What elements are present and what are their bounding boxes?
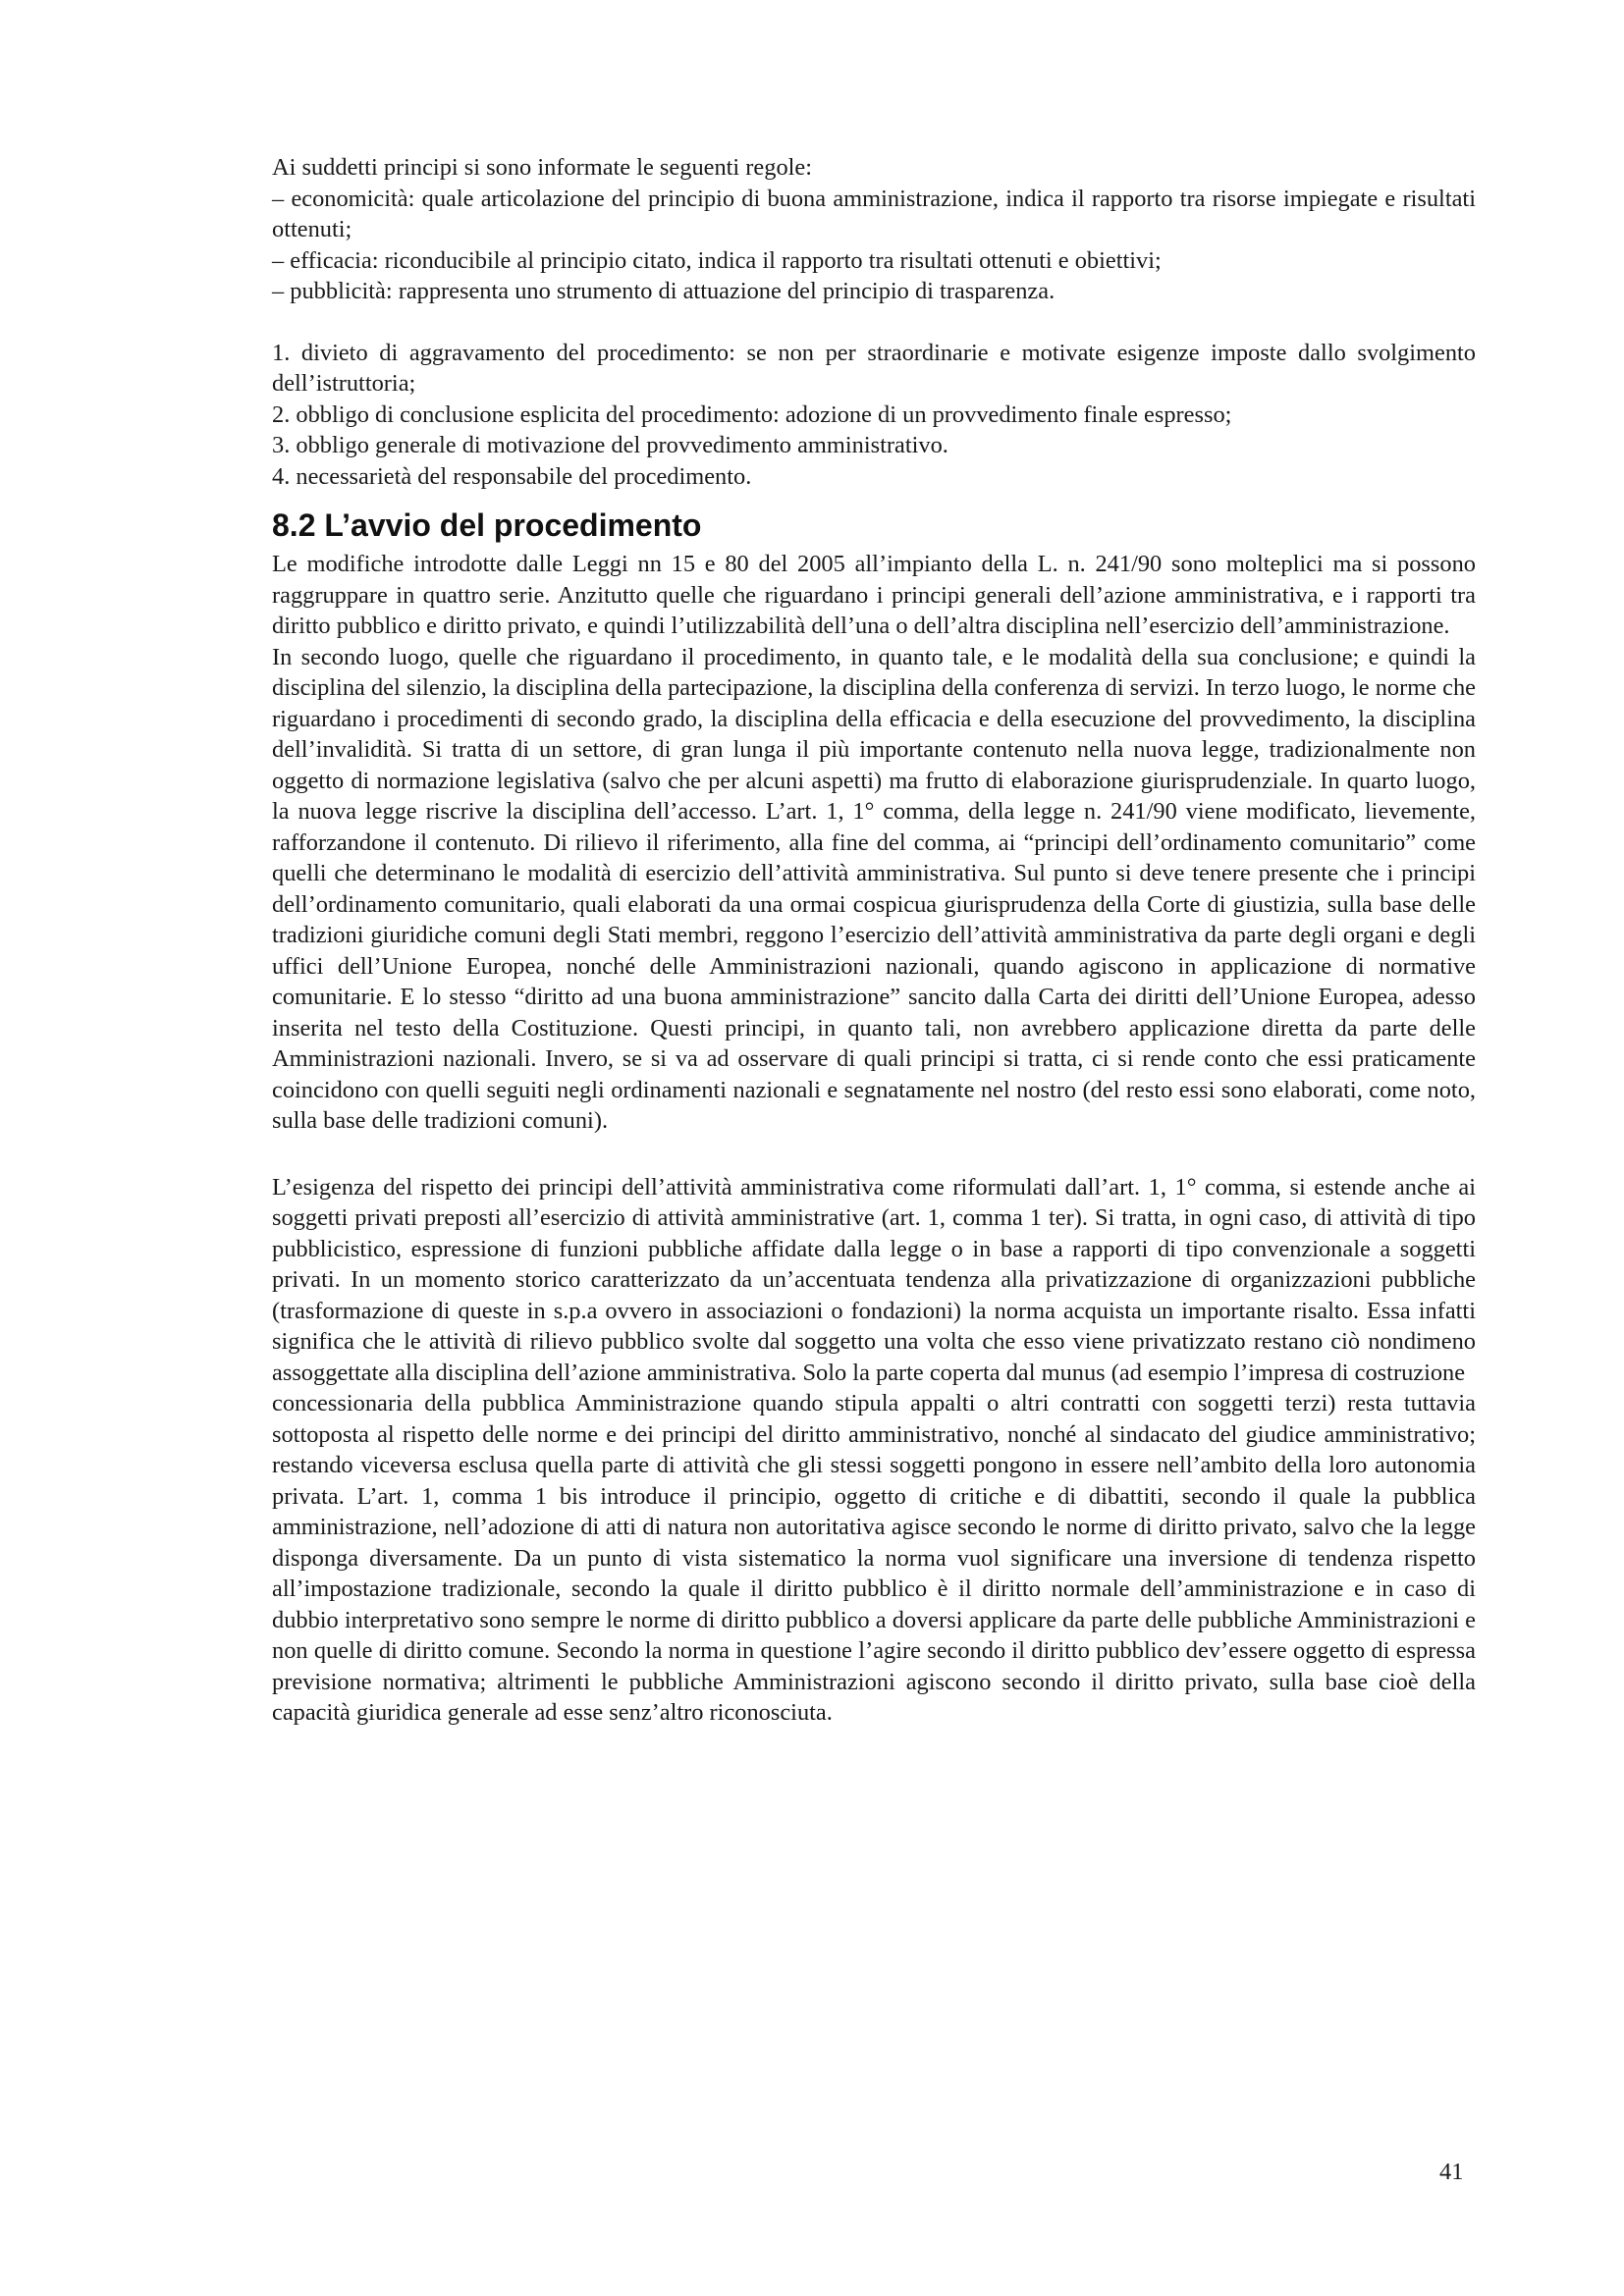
rules-intro: Ai suddetti principi si sono informate le seguenti regole: [272, 154, 813, 181]
spacer [272, 307, 1476, 338]
rule-item: – pubblicità: rappresenta uno strumento di attuazione del principio di trasparenza. [272, 278, 1056, 304]
numbered-item: 3. obbligo generale di motivazione del provvedimento amministrativo. [272, 432, 948, 458]
numbered-item: 2. obbligo di conclusione esplicita del procedimento: adozione di un provvedimento finale espresso; [272, 400, 1232, 428]
spacer [272, 1137, 1476, 1172]
numbered-item: 1. divieto di aggravamento del procedimento: se non per straordinarie e motivate esigenze imposte dallo svolgimento dell’istruttoria; [272, 339, 1476, 397]
body-paragraph: In secondo luogo, quelle che riguardano il procedimento, in quanto tale, e le modalità della sua conclusione; e quindi la disciplina del silenzio, la disciplina della partecipazione, la disciplina della conferenza di servizi. In terzo luogo, le norme che riguardano i procedimenti di secondo grado, la disciplina della efficacia e della esecuzione del provvedimento, la disciplina dell’invalidità. Si tratta di un settore, di gran lunga il più importante contenuto nella nuova legge, tradizionalmente non oggetto di normazione legislativa (salvo che per alcuni aspetti) ma frutto di elaborazione giurisprudenziale. In quarto luogo, la nuova legge riscrive la disciplina dell’accesso. L’art. 1, 1° comma, della legge n. 241/90 viene modificato, lievemente, rafforzandone il contenuto. Di rilievo il riferimento, alla fine del comma, ai “principi dell’ordinamento comunitario” come quelli che determinano le modalità di esercizio dell’attività amministrativa. Sul punto si deve tenere presente che i principi dell’ordinamento comunitario, quali elaborati da una ormai cospicua giurisprudenza della Corte di giustizia, sulla base delle tradizioni giuridiche comuni degli Stati membri, reggono l’esercizio dell’attività amministrativa da parte degli organi e degli uffici dell’Unione Europea, nonché delle Amministrazioni nazionali, quando agiscono in applicazione di normative comunitarie. E lo stesso “diritto ad una buona amministrazione” sancito dalla Carta dei diritti dell’Unione Europea, adesso inserita nel testo della Costituzione. Questi principi, in quanto tali, non avrebbero applicazione diretta da parte delle Amministrazioni nazionali. Invero, se si va ad osservare di quali principi si tratta, ci si rende conto che essi praticamente coincidono con quelli seguiti negli ordinamenti nazionali e segnatamente nel nostro (del resto essi sono elaborati, come noto, sulla base delle tradizioni comuni). [272, 643, 1476, 1134]
rule-item: – efficacia: riconducibile al principio citato, indica il rapporto tra risultati ottenuti e obiettivi; [272, 246, 1162, 274]
rule-item: – economicità: quale articolazione del principio di buona amministrazione, indica il rapporto tra risorse impiegate e risultati ottenuti; [272, 185, 1476, 242]
body-paragraph: concessionaria della pubblica Amministrazione quando stipula appalti o altri contratti con soggetti terzi) resta tuttavia sottoposta al rispetto delle norme e dei principi del diritto amministrativo, nonché al sindacato del giudice amministrativo; restando viceversa esclusa quella parte di attività che gli stessi soggetti pongono in essere nell’ambito della loro autonomia privata. L’art. 1, comma 1 bis introduce il principio, oggetto di critiche e di dibattiti, secondo il quale la pubblica amministrazione, nell’adozione di atti di natura non autoritativa agisce secondo le norme di diritto privato, salvo che la legge disponga diversamente. Da un punto di vista sistematico la norma vuol significare una inversione di tendenza rispetto all’impostazione tradizionale, secondo la quale il diritto pubblico è il diritto normale dell’amministrazione e in caso di dubbio interpretativo sono sempre le norme di diritto pubblico a doversi applicare da parte delle pubbliche Amministrazioni e non quelle di diritto comune. Secondo la norma in questione l’agire secondo il diritto pubblico dev’essere oggetto di espressa previsione normativa; altrimenti le pubbliche Amministrazioni agiscono secondo il diritto privato, sulla base cioè della capacità giuridica generale ad esse senz’altro riconosciuta. [272, 1390, 1476, 1726]
numbered-item: 4. necessarietà del responsabile del procedimento. [272, 462, 752, 490]
page-number: 41 [1439, 2159, 1464, 2185]
page-body [272, 152, 1476, 1729]
section-heading: 8.2 L’avvio del procedimento [272, 507, 702, 543]
body-paragraph: Le modifiche introdotte dalle Leggi nn 15 e 80 del 2005 all’impianto della L. n. 241/90 sono molteplici ma si possono raggruppare in quattro serie. Anzitutto quelle che riguardano i principi generali dell’azione amministrativa, e i rapporti tra diritto pubblico e diritto privato, e quindi l’utilizzabilità dell’una o dell’altra disciplina nell’esercizio dell’amministrazione. [272, 551, 1476, 639]
body-paragraph: L’esigenza del rispetto dei principi dell’attività amministrativa come riformulati dall’art. 1, 1° comma, si estende anche ai soggetti privati preposti all’esercizio di attività amministrative (art. 1, comma 1 ter). Si tratta, in ogni caso, di attività di tipo pubblicistico, espressione di funzioni pubbliche affidate dalla legge o in base a rapporti di tipo convenzionale a soggetti privati. In un momento storico caratterizzato da un’accentuata tendenza alla privatizzazione di organizzazioni pubbliche (trasformazione di queste in s.p.a ovvero in associazioni o fondazioni) la norma acquista un importante risalto. Essa infatti significa che le attività di rilievo pubblico svolte dal soggetto una volta che esso viene privatizzato restano ciò nondimeno assoggettate alla disciplina dell’azione amministrativa. Solo la parte coperta dal munus (ad esempio l’impresa di costruzione [272, 1173, 1476, 1386]
